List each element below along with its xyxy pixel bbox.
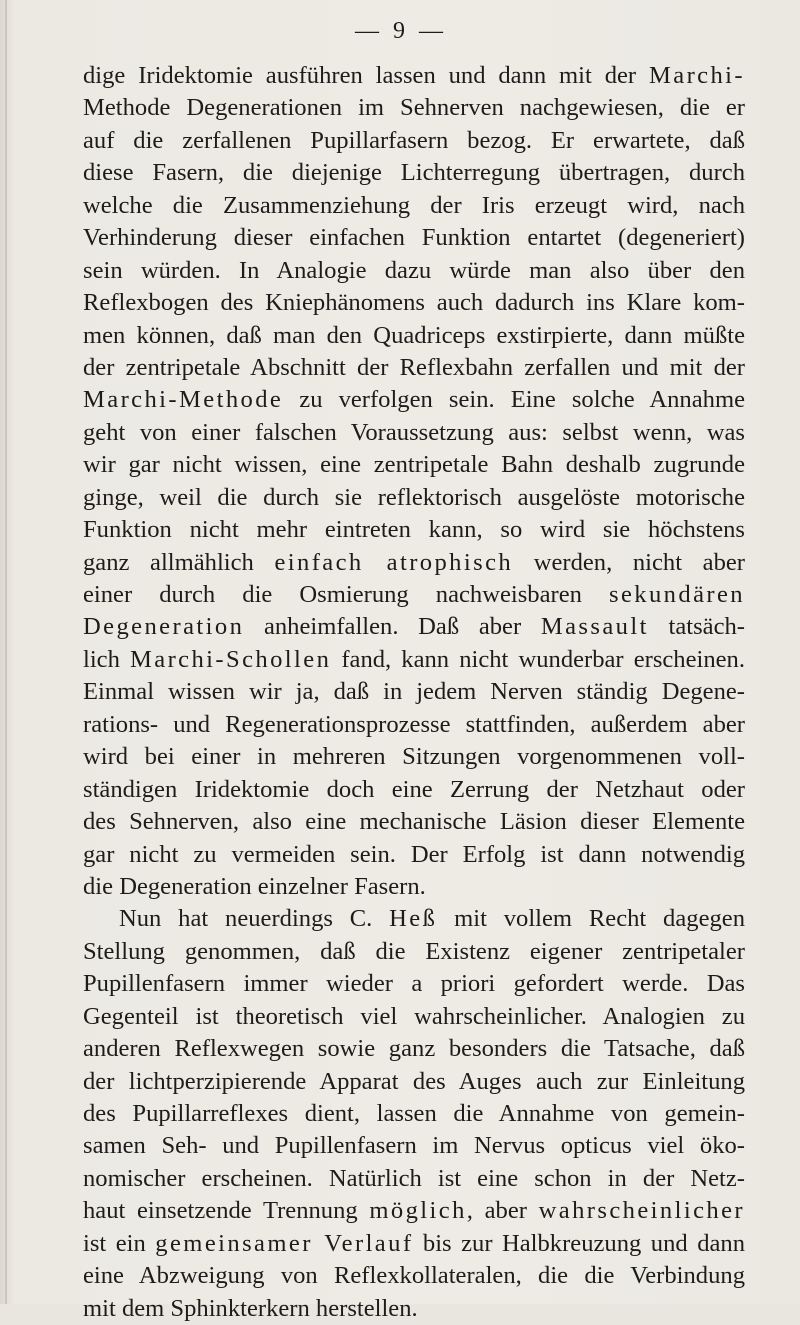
text-segment: eine Abzweigung von Reflexkollateralen, die die Verbindung bbox=[83, 1262, 745, 1290]
text-segment: einer durch die Osmierung nachweisbaren bbox=[83, 581, 609, 608]
text-segment: werden, nicht aber bbox=[513, 548, 745, 576]
text-segment: ständigen Iridektomie doch eine Zerrung der Netzhaut oder bbox=[83, 775, 745, 803]
text-segment: nomischer erscheinen. Natürlich ist eine schon in der Netz- bbox=[83, 1164, 745, 1192]
text-line bbox=[83, 579, 745, 611]
text-line bbox=[83, 1098, 745, 1130]
text-line bbox=[83, 1001, 745, 1033]
text-line bbox=[83, 125, 745, 157]
text-segment: des Sehnerven, also eine mechanische Läsion dieser Elemente bbox=[83, 808, 745, 836]
text-line bbox=[83, 871, 745, 903]
text-segment: die Degeneration einzelner Fasern. bbox=[83, 872, 426, 900]
spaced-emphasis: Marchi- bbox=[648, 62, 745, 89]
text-line bbox=[83, 709, 745, 741]
page-number: — 9 — bbox=[355, 18, 445, 44]
text-segment: rations- und Regenerationsprozesse stattfinden, außerdem aber bbox=[83, 710, 745, 738]
text-segment: lich bbox=[83, 645, 130, 673]
text-line bbox=[83, 1228, 745, 1260]
text-line bbox=[83, 255, 745, 287]
text-segment: Stellung genommen, daß die Existenz eigener zentripetaler bbox=[83, 937, 745, 965]
text-segment: mit dem Sphinkterkern herstellen. bbox=[83, 1294, 418, 1322]
text-line bbox=[83, 1130, 745, 1162]
text-line bbox=[83, 417, 745, 449]
spaced-emphasis: einfach atrophisch bbox=[274, 548, 514, 576]
text-line bbox=[83, 741, 745, 773]
spaced-emphasis: Heß bbox=[389, 905, 438, 933]
spaced-emphasis: Massault bbox=[540, 613, 649, 641]
spaced-emphasis: möglich bbox=[369, 1197, 467, 1225]
text-line bbox=[83, 449, 745, 481]
text-line bbox=[83, 806, 745, 838]
text-segment: welche die Zusammenziehung der Iris erzeugt wird, nach bbox=[83, 191, 745, 219]
text-line bbox=[83, 1033, 745, 1065]
text-line bbox=[83, 936, 745, 968]
text-line bbox=[83, 611, 745, 643]
text-line bbox=[83, 92, 745, 124]
text-line bbox=[83, 676, 745, 708]
text-segment: ganz allmählich bbox=[83, 548, 275, 576]
text-segment: samen Seh- und Pupillenfasern im Nervus opticus viel öko- bbox=[83, 1132, 745, 1160]
text-segment: wir gar nicht wissen, eine zentripetale Bahn deshalb zugrunde bbox=[83, 451, 745, 479]
text-segment: des Pupillarreflexes dient, lassen die Annahme von gemein- bbox=[83, 1100, 745, 1127]
spaced-emphasis: Marchi-Schollen bbox=[129, 645, 332, 673]
text-segment: men können, daß man den Quadriceps exstirpierte, dann müßte bbox=[83, 321, 745, 349]
text-segment: Pupillenfasern immer wieder a priori gefordert werde. Das bbox=[83, 970, 745, 998]
text-line bbox=[83, 547, 745, 579]
text-segment: Verhinderung dieser einfachen Funktion entartet (degeneriert) bbox=[83, 224, 745, 252]
text-line bbox=[83, 352, 745, 384]
text-segment: Methode Degenerationen im Sehnerven nachgewiesen, die er bbox=[83, 94, 745, 122]
text-line bbox=[83, 384, 745, 416]
spaced-emphasis: wahrscheinlicher bbox=[538, 1197, 745, 1225]
text-segment: Gegenteil ist theoretisch viel wahrscheinlicher. Analogien zu bbox=[83, 1002, 745, 1030]
text-line bbox=[83, 320, 745, 352]
text-line bbox=[83, 1163, 745, 1195]
text-line bbox=[83, 968, 745, 1000]
text-line bbox=[83, 190, 745, 222]
spaced-emphasis: sekundären bbox=[609, 581, 745, 608]
text-segment: auf die zerfallenen Pupillarfasern bezog. Er erwartete, daß bbox=[83, 126, 745, 154]
body-text bbox=[83, 60, 745, 1325]
text-line bbox=[83, 1293, 745, 1325]
text-segment: zu verfolgen sein. Eine solche Annahme bbox=[283, 386, 745, 414]
spaced-emphasis: Marchi-Methode bbox=[83, 386, 284, 414]
text-line bbox=[83, 482, 745, 514]
text-line bbox=[83, 774, 745, 806]
text-line bbox=[83, 157, 745, 189]
text-line bbox=[83, 1195, 745, 1227]
text-line bbox=[83, 839, 745, 871]
text-segment: Einmal wissen wir ja, daß in jedem Nerven ständig Degene- bbox=[83, 678, 745, 706]
text-segment: der lichtperzipierende Apparat des Auges auch zur Einleitung bbox=[83, 1067, 745, 1095]
text-segment: anheimfallen. Daß aber bbox=[244, 613, 541, 641]
text-line bbox=[83, 903, 745, 935]
text-line bbox=[83, 514, 745, 546]
text-segment: gar nicht zu vermeiden sein. Der Erfolg ist dann notwendig bbox=[83, 840, 745, 868]
text-line bbox=[83, 1066, 745, 1098]
text-segment: mit vollem Recht dagegen bbox=[437, 905, 745, 933]
text-segment: , aber bbox=[466, 1197, 539, 1225]
text-segment: geht von einer falschen Voraussetzung aus: selbst wenn, was bbox=[83, 418, 745, 446]
text-segment: Funktion nicht mehr eintreten kann, so wird sie höchstens bbox=[83, 516, 745, 544]
text-segment: wird bei einer in mehreren Sitzungen vorgenommenen voll- bbox=[83, 743, 745, 771]
text-segment: dige Iridektomie ausführen lassen und dann mit der bbox=[83, 62, 649, 89]
text-line bbox=[83, 287, 745, 319]
text-segment: der zentripetale Abschnitt der Reflexbahn zerfallen und mit der bbox=[83, 353, 745, 381]
text-segment: fand, kann nicht wunderbar erscheinen. bbox=[331, 645, 746, 673]
text-segment: Reflexbogen des Kniephänomens auch dadurch ins Klare kom- bbox=[83, 289, 745, 317]
text-segment: haut einsetzende Trennung bbox=[83, 1197, 370, 1225]
spaced-emphasis: gemeinsamer Verlauf bbox=[155, 1229, 414, 1257]
text-segment: ginge, weil die durch sie reflektorisch ausgelöste motorische bbox=[83, 483, 745, 511]
text-line bbox=[83, 644, 745, 676]
text-segment: sein würden. In Analogie dazu würde man also über den bbox=[83, 256, 745, 284]
text-line bbox=[83, 1260, 745, 1292]
spaced-emphasis: Degeneration bbox=[83, 613, 245, 641]
text-segment: diese Fasern, die diejenige Lichterregung übertragen, durch bbox=[83, 159, 745, 187]
text-segment: ist ein bbox=[83, 1229, 156, 1257]
binding-shadow bbox=[5, 0, 7, 1304]
text-segment: anderen Reflexwegen sowie ganz besonders die Tatsache, daß bbox=[83, 1035, 745, 1063]
text-line bbox=[83, 60, 745, 92]
text-segment: bis zur Halbkreuzung und dann bbox=[413, 1229, 745, 1257]
text-segment: Nun hat neuerdings C. bbox=[119, 905, 390, 933]
text-segment: tatsäch- bbox=[648, 613, 745, 641]
text-line bbox=[83, 222, 745, 254]
